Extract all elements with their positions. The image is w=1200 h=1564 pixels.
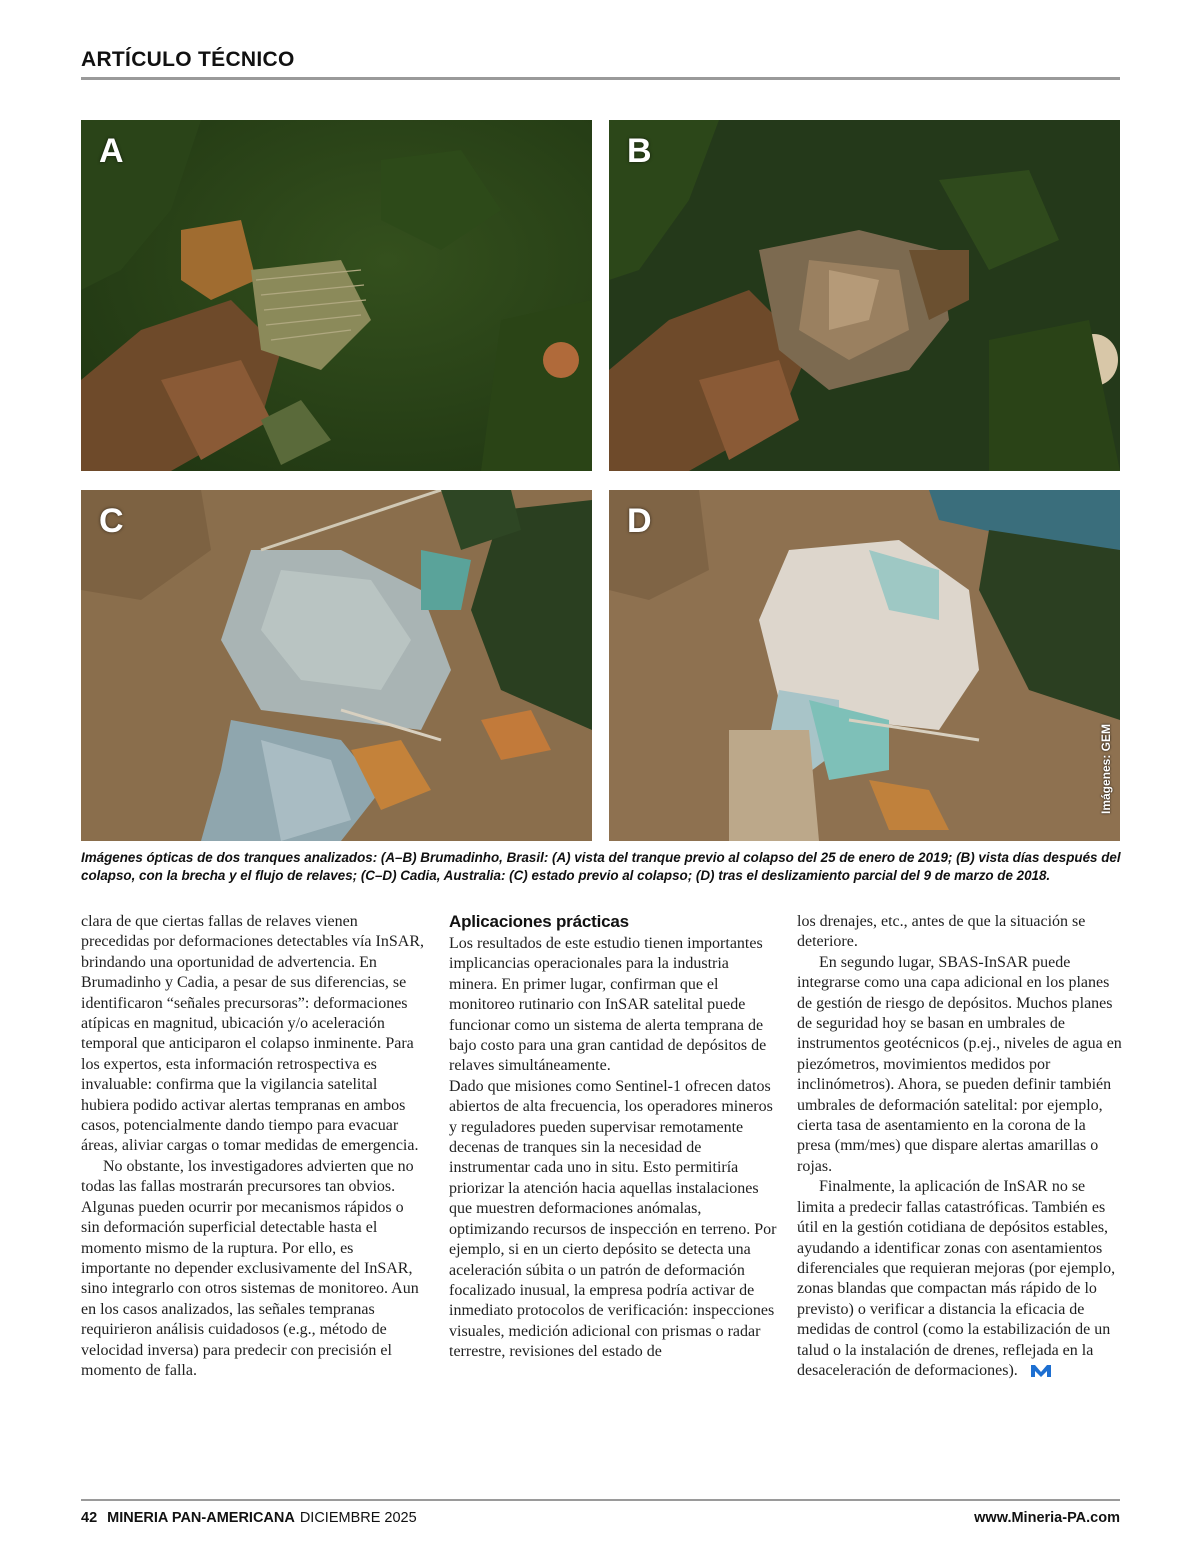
column-1 <box>81 912 426 1381</box>
column-3 <box>797 912 1122 1381</box>
section-heading: Aplicaciones prácticas <box>449 912 629 931</box>
satellite-image-b <box>609 120 1120 471</box>
paragraph: los drenajes, etc., antes de que la situación se deteriore. <box>797 913 1086 951</box>
panel-letter-d: D <box>627 502 652 540</box>
magazine-name: MINERIA PAN-AMERICANA <box>107 1510 295 1526</box>
image-credit <box>1093 709 1119 829</box>
satellite-image-a-graphic <box>81 120 592 471</box>
satellite-image-c <box>81 490 592 841</box>
paragraph: No obstante, los investigadores advierten que no todas las fallas mostrarán precursores tan obvios. Algunas pueden ocurrir por mecanismos rápidos o sin deformación superficial detectable hasta el momento mismo de la ruptura. Por ello, es importante no depender exclusivamente del InSAR, sino integrarlo con otros sistemas de monitoreo. Aun en los casos analizados, las señales tempranas requirieron análisis cuidadosos (e.g., método de velocidad inversa) para predecir con precisión el momento de falla. <box>81 1157 419 1379</box>
panel-letter-b: B <box>627 132 652 170</box>
paragraph: clara de que ciertas fallas de relaves vienen precedidas por deformaciones detectables vía InSAR, brindando una oportunidad de advertencia. En Brumadinho y Cadia, a pesar de sus diferencias, se identificaron “señales precursoras”: deformaciones atípicas en magnitud, ubicación y/o aceleración temporal que anticiparon el colapso inminente. Para los expertos, esta información retrospectiva es invaluable: confirma que la vigilancia satelital hubiera podido activar alertas tempranas en ambos casos, potencialmente dando tiempo para evacuar áreas, aliviar cargas o tomar medidas de emergencia. <box>81 913 424 1155</box>
figure-caption: Imágenes ópticas de dos tranques analizados: (A–B) Brumadinho, Brasil: (A) vista del tranque previo al colapso del 25 de enero de 2019; (B) vista días después del colapso, con la brecha y el flujo de relaves; (C–D) Cadia, Australia: (C) estado previo al colapso; (D) tras el deslizamiento parcial del 9 de marzo de 2018. <box>81 850 1121 883</box>
footer-left <box>81 1510 417 1526</box>
issue-date: DICIEMBRE 2025 <box>299 1510 417 1526</box>
satellite-image-c-graphic <box>81 490 592 841</box>
footer-rule <box>81 1499 1120 1501</box>
satellite-image-a <box>81 120 592 471</box>
column-2 <box>449 912 779 1363</box>
paragraph: En segundo lugar, SBAS-InSAR puede integrarse como una capa adicional en los planes de gestión de riesgo de depósitos. Muchos planes de seguridad hoy se basan en umbrales de instrumentos geotécnicos (p.ej., niveles de agua en piezómetros, movimientos medidos por inclinómetros). Ahora, se pueden definir también umbrales de deformación satelital: por ejemplo, cierta tasa de asentamiento en la corona de la presa (mm/mes) que dispare alertas amarillas o rojas. <box>797 953 1122 1175</box>
paragraph: Los resultados de este estudio tienen importantes implicancias operacionales para la industria minera. En primer lugar, confirman que el monitoreo rutinario con InSAR satelital puede funcionar como un sistema de alerta temprana de bajo costo para una gran cantidad de depósitos de relaves simultáneamente. <box>449 935 767 1075</box>
section-label: ARTÍCULO TÉCNICO <box>81 48 295 71</box>
paragraph: Dado que misiones como Sentinel-1 ofrecen datos abiertos de alta frecuencia, los operadores mineros y reguladores pueden supervisar remotamente decenas de tranques sin la necesidad de instrumentar cada uno in situ. Esto permitiría priorizar la atención hacia aquellas instalaciones que muestren deformaciones anómalas, optimizando recursos de inspección en terreno. Por ejemplo, si en un cierto depósito se detecta una aceleración súbita o un patrón de deformación focalizado inusual, la empresa podría activar de inmediato protocolos de verificación: inspecciones visuales, medición adicional con prismas o radar terrestre, revisiones del estado de <box>449 1077 777 1361</box>
satellite-image-b-graphic <box>609 120 1120 471</box>
panel-letter-c: C <box>99 502 124 540</box>
panel-letter-a: A <box>99 132 124 170</box>
m-logo-icon <box>1030 1364 1052 1378</box>
image-credit-text: Imágenes: GEM <box>1099 723 1113 815</box>
paragraph-final-text: Finalmente, la aplicación de InSAR no se limita a predecir fallas catastróficas. También es útil en la gestión cotidiana de depósitos estables, ayudando a identificar zonas con asentamientos diferenciales que requieran mejoras (por ejemplo, zonas blandas que compactan más rápido de lo previsto) o verificar a distancia la eficacia de medidas de control (como la estabilización de un talud o la instalación de drenes, reflejada en la desaceleración de deformaciones). <box>797 1178 1116 1379</box>
website-link[interactable]: www.Mineria-PA.com <box>974 1510 1120 1526</box>
page-number: 42 <box>81 1510 98 1526</box>
paragraph-final <box>797 1177 1122 1381</box>
satellite-image-d <box>609 490 1120 841</box>
header-rule <box>81 77 1120 80</box>
satellite-image-d-graphic <box>609 490 1120 841</box>
